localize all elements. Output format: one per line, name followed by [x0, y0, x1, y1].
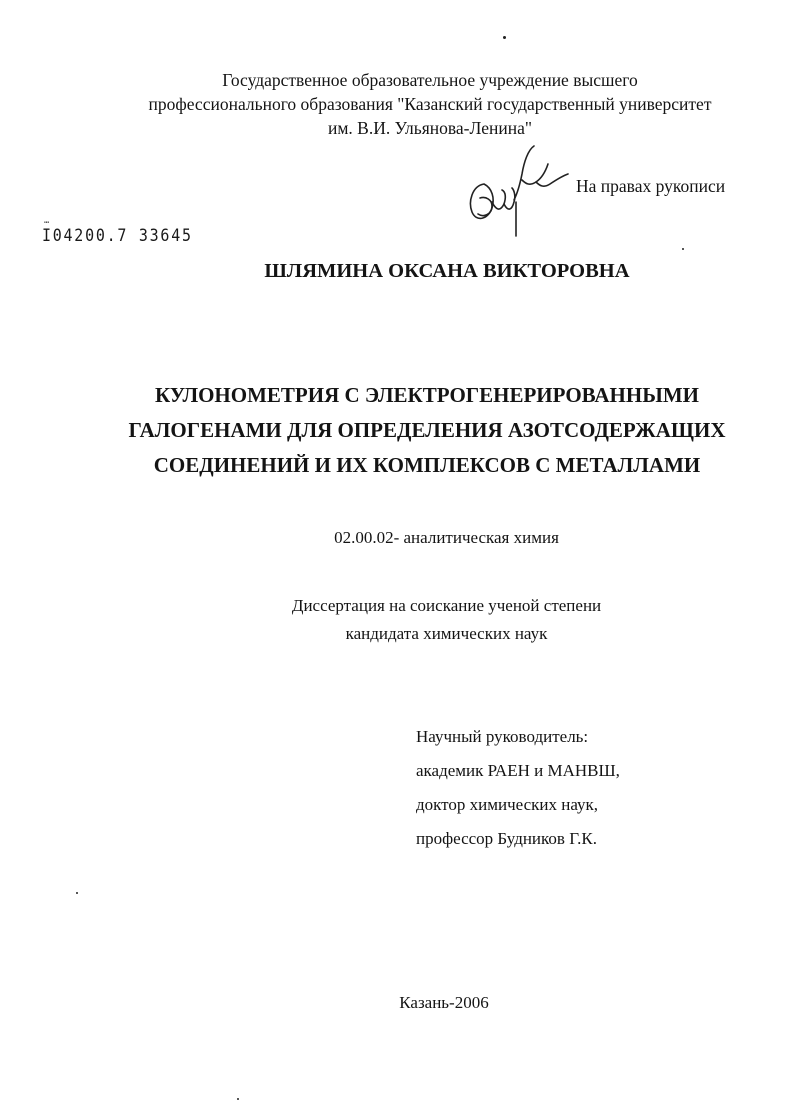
scan-speck	[682, 248, 684, 250]
author-name: ШЛЯМИНА ОКСАНА ВИКТОРОВНА	[264, 260, 630, 282]
stamp-number: I04200.7 33645	[42, 226, 193, 246]
degree-statement	[0, 592, 791, 648]
institution-header	[0, 68, 791, 140]
institution-line: профессионального образования "Казанский государственный университет	[148, 94, 712, 114]
institution-line: Государственное образовательное учреждение высшего	[222, 70, 638, 90]
institution-line: им. В.И. Ульянова-Ленина"	[327, 118, 533, 138]
title-line: КУЛОНОМЕТРИЯ С ЭЛЕКТРОГЕНЕРИРОВАННЫМИ	[155, 383, 699, 407]
city-year: Казань-2006	[399, 993, 489, 1012]
specialty-code: 02.00.02- аналитическая химия	[334, 528, 559, 547]
signature-icon	[462, 140, 572, 240]
scan-speck	[237, 1098, 239, 1100]
degree-line: кандидата химических наук	[345, 624, 548, 643]
dissertation-title	[0, 378, 791, 483]
supervisor-line: Научный руководитель:	[416, 727, 589, 746]
title-line: СОЕДИНЕНИЙ И ИХ КОМПЛЕКСОВ С МЕТАЛЛАМИ	[153, 453, 701, 477]
supervisor-line: профессор Будников Г.К.	[416, 829, 597, 848]
title-line: ГАЛОГЕНАМИ ДЛЯ ОПРЕДЕЛЕНИЯ АЗОТСОДЕРЖАЩИХ	[128, 418, 726, 442]
degree-line: Диссертация на соискание ученой степени	[291, 596, 602, 615]
supervisor-line: доктор химических наук,	[416, 795, 599, 814]
scan-speck	[503, 36, 506, 39]
stamp-mark: ⋯	[44, 218, 50, 228]
supervisor-line: академик РАЕН и МАНВШ,	[416, 761, 620, 780]
manuscript-note: На правах рукописи	[576, 176, 726, 196]
scan-speck	[76, 892, 78, 894]
supervisor-block	[416, 720, 620, 856]
